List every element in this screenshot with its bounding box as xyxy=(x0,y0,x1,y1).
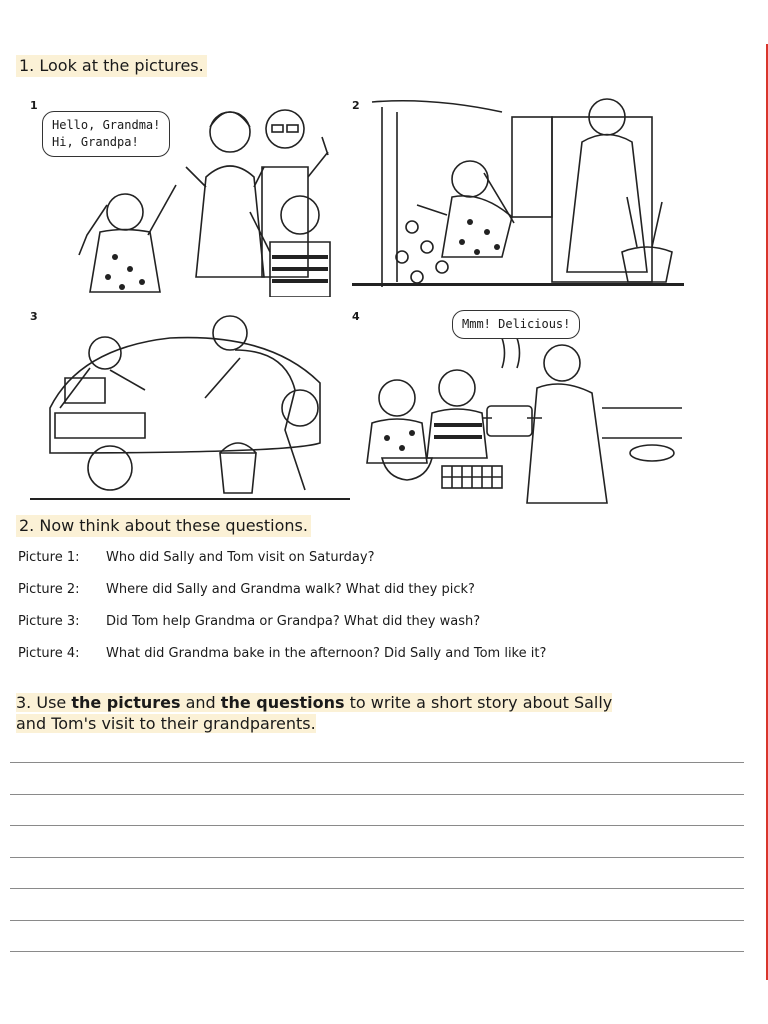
picture-4 xyxy=(352,308,684,504)
writing-line xyxy=(10,857,744,858)
question-row xyxy=(18,646,546,662)
instruction-bold: the pictures xyxy=(71,693,181,712)
section-3-instructions xyxy=(16,692,736,734)
picture-3-illustration xyxy=(30,308,350,504)
question-row xyxy=(18,550,375,566)
speech-line: Hi, Grandpa! xyxy=(52,135,139,149)
question-label: Picture 1: xyxy=(18,550,80,565)
instruction-text: to write a short story about Sally xyxy=(344,693,613,712)
question-label: Picture 4: xyxy=(18,646,80,661)
instruction-text: 3. Use xyxy=(16,693,72,712)
instruction-bold: the questions xyxy=(220,693,345,712)
question-text: What did Grandma bake in the afternoon? Did Sally and Tom like it? xyxy=(106,646,547,661)
question-text: Who did Sally and Tom visit on Saturday? xyxy=(106,550,375,565)
question-text: Did Tom help Grandma or Grandpa? What did they wash? xyxy=(106,614,481,629)
picture-2 xyxy=(352,97,684,297)
writing-line xyxy=(10,794,744,795)
speech-bubble-1 xyxy=(42,111,170,157)
speech-line: Hello, Grandma! xyxy=(52,118,161,132)
question-row xyxy=(18,582,475,598)
picture-2-illustration xyxy=(352,97,684,297)
writing-line xyxy=(10,825,744,826)
picture-3-number: 3 xyxy=(30,310,38,323)
instruction-text: and Tom's visit to their grandparents. xyxy=(16,714,316,733)
instruction-text: and xyxy=(180,693,221,712)
writing-line xyxy=(10,951,744,952)
question-label: Picture 3: xyxy=(18,614,80,629)
picture-4-number: 4 xyxy=(352,310,360,323)
picture-2-number: 2 xyxy=(352,99,360,112)
picture-1 xyxy=(30,97,350,297)
picture-1-number: 1 xyxy=(30,99,38,112)
picture-3 xyxy=(30,308,350,504)
question-row xyxy=(18,614,480,630)
question-text: Where did Sally and Grandma walk? What did they pick? xyxy=(106,582,475,597)
question-label: Picture 2: xyxy=(18,582,80,597)
writing-line xyxy=(10,920,744,921)
speech-bubble-4: Mmm! Delicious! xyxy=(452,310,580,339)
writing-line xyxy=(10,762,744,763)
section-1-heading: 1. Look at the pictures. xyxy=(16,55,207,77)
writing-line xyxy=(10,888,744,889)
section-2-heading: 2. Now think about these questions. xyxy=(16,515,311,537)
